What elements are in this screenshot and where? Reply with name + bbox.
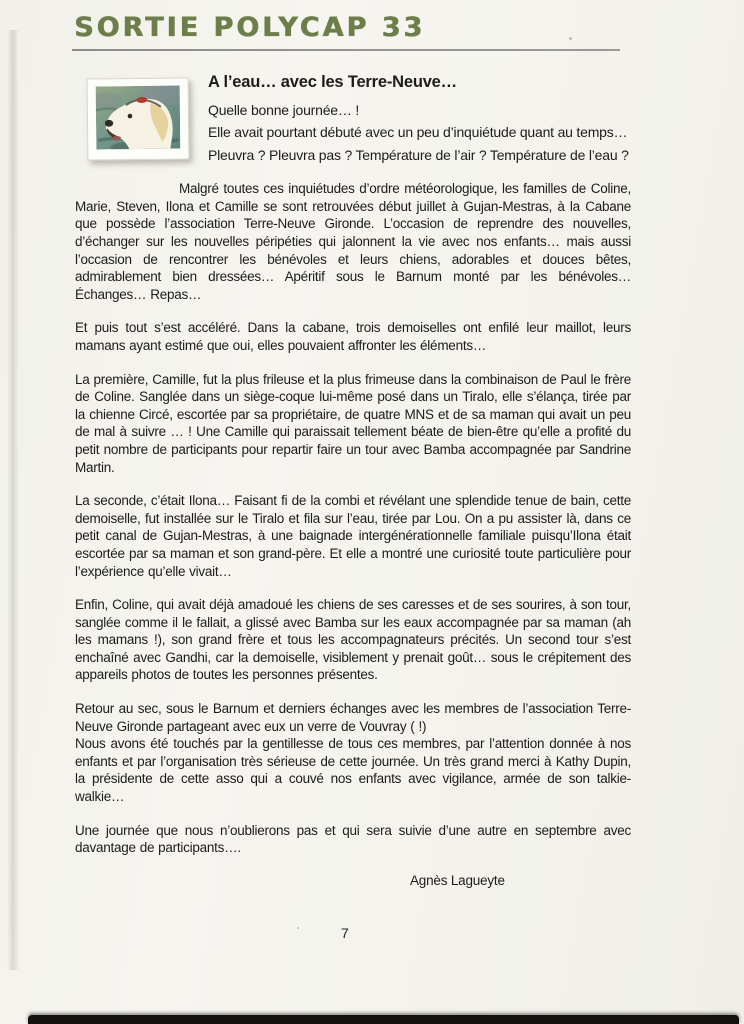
intro-line: Quelle bonne journée… !: [208, 102, 360, 118]
article-header: [75, 70, 631, 166]
paragraph-5: Enfin, Coline, qui avait déjà amadoué les chiens de ses caresses et de ses sourires, à son tour, sanglée comme il le fallait, a glissé avec Bamba sur les eaux accompagnée par sa maman (ah les mamans !), son grand frère et tous les accompagnateurs précités. Un second tour s’est enchaîné avec Gandhi, car la demoiselle, visiblement y prenait goût… sous le crépitement des appareils photos de toutes les personnes présentes.: [75, 597, 631, 683]
article-intro: [208, 70, 629, 166]
dog-photo-image: [96, 86, 181, 150]
scan-edge-bottom: [28, 1015, 739, 1024]
page-number: 7: [341, 925, 349, 941]
paragraph-8: Une journée que nous n’oublierons pas et qui sera suivie d’une autre en septembre avec davantage de participants….: [75, 822, 631, 856]
paragraph-3: La première, Camille, fut la plus frileuse et la plus frimeuse dans la combinaison de Paul le frère de Coline. Sanglée dans un siège-coque lui-même posé dans un Tiralo, elle s’élança, tirée par la chienne Circé, escortée par sa propriétaire, de quatre MNS et de sa maman qui avait un peu de mal à suivre … ! Une Camille qui paraissait tellement béate de bien-être qu’elle a profité du petit nombre de participants pour repartir faire un tour avec Bamba accompagnée par Sandrine Martin.: [75, 371, 631, 475]
scan-crease-left: [7, 30, 19, 970]
paragraph-6: Retour au sec, sous le Barnum et derniers échanges avec les membres de l’association Terre-Neuve Gironde partageant avec eux un verre de Vouvray ( !): [75, 701, 631, 734]
article-heading: A l’eau… avec les Terre-Neuve…: [208, 73, 457, 91]
title-divider: [72, 49, 620, 51]
article: [75, 70, 631, 888]
article-body: [75, 180, 631, 888]
scan-speck: [297, 927, 299, 929]
paragraph-4: La seconde, c’était Ilona… Faisant fi de la combi et révélant une splendide tenue de bain, cette demoiselle, fut installée sur le Tiralo et fila sur l’eau, tirée par Lou. On a pu assister là, dans ce petit canal de Gujan-Mestras, à une baignade intergénérationnelle familiale puisqu’Ilona était escortée par sa maman et son grand-père. Et elle a montré une curiosité toute particulière pour l’expérience qu’elle vivait…: [75, 493, 631, 579]
scan-speck: [569, 37, 572, 40]
signature: Agnès Lagueyte: [410, 872, 505, 888]
intro-line: Pleuvra ? Pleuvra pas ? Température de l’air ? Température de l’eau ?: [208, 146, 629, 163]
dog-photo: [87, 77, 190, 160]
intro-line: Elle avait pourtant débuté avec un peu d’inquiétude quant au temps…: [208, 124, 628, 141]
paragraph-2: Et puis tout s’est accéléré. Dans la cabane, trois demoiselles ont enfilé leur maillot, leurs mamans ayant estimé que oui, elles pouvaient affronter les éléments…: [75, 320, 631, 353]
paragraph-7: Nous avons été touchés par la gentillesse de tous ces membres, par l’attention donnée à nos enfants et par l’organisation très sérieuse de cette journée. Un très grand merci à Kathy Dupin, la présidente de cette asso qui a couvé nos enfants avec vigilance, armée de son talkie-walkie…: [75, 736, 631, 805]
paragraph-1: Malgré toutes ces inquiétudes d’ordre météorologique, les familles de Coline, Marie, Steven, Ilona et Camille se sont retrouvées début juillet à Gujan-Mestras, à la Cabane que possède l’association Terre-Neuve Gironde. L’occasion de reprendre des nouvelles, d’échanger sur les nouvelles péripéties qui jalonnent la vie avec nos enfants… mais aussi l’occasion de rencontrer les bénévoles et leurs chiens, adorables et douces bêtes, admirablement bien dressées… Apéritif sous le Barnum monté par les bénévoles… Échanges… Repas…: [75, 181, 631, 302]
page-title: SORTIE POLYCAP 33: [74, 12, 426, 43]
